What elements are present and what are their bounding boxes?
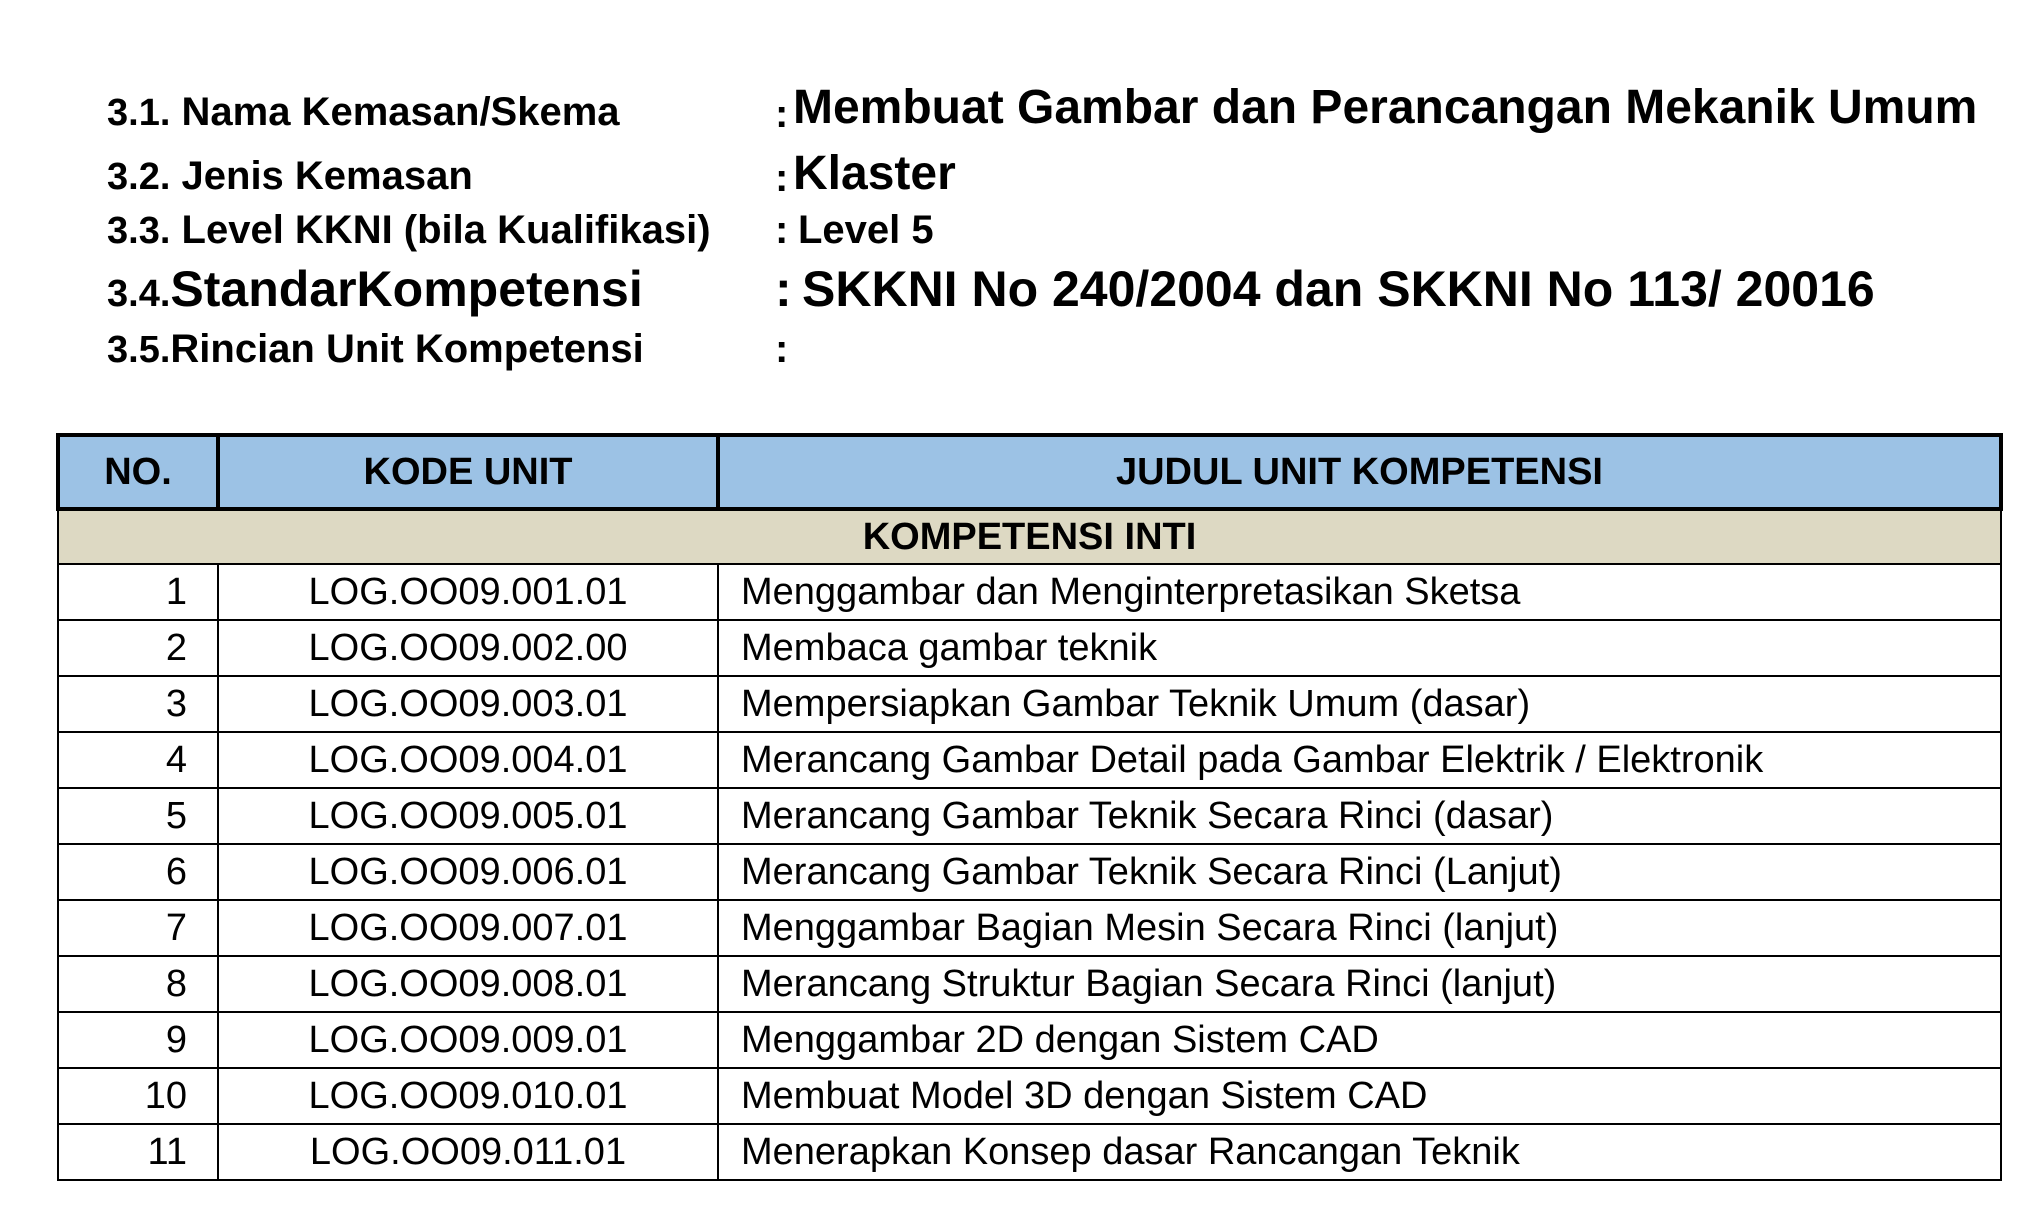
- cell-no: 6: [58, 844, 218, 900]
- info-label: [107, 261, 643, 317]
- info-label-text: Nama Kemasan/Skema: [181, 90, 620, 134]
- cell-unit-title: Membuat Model 3D dengan Sistem CAD: [718, 1068, 2001, 1124]
- info-colon: :: [775, 92, 789, 136]
- table-row: [58, 900, 2001, 956]
- cell-unit-code: LOG.OO09.002.00: [218, 620, 718, 676]
- info-number: 3.5.: [107, 329, 171, 371]
- header-unit-code: KODE UNIT: [218, 435, 718, 509]
- cell-unit-code: LOG.OO09.009.01: [218, 1012, 718, 1068]
- table-row: [58, 956, 2001, 1012]
- cell-unit-code: LOG.OO09.004.01: [218, 732, 718, 788]
- header-no: NO.: [58, 435, 218, 509]
- info-label-text: StandarKompetensi: [170, 261, 643, 317]
- cell-no: 2: [58, 620, 218, 676]
- cell-unit-title: Merancang Gambar Teknik Secara Rinci (Lanjut): [718, 844, 2001, 900]
- table-row: [58, 788, 2001, 844]
- info-colon: :: [775, 261, 792, 317]
- info-label-text: Rincian Unit Kompetensi: [170, 327, 644, 371]
- table-row: [58, 1124, 2001, 1180]
- info-label: [107, 156, 473, 196]
- section-row: [58, 509, 2001, 564]
- cell-no: 10: [58, 1068, 218, 1124]
- info-colon: :: [775, 156, 789, 200]
- info-number: 3.4.: [107, 273, 171, 315]
- info-label-text: Jenis Kemasan: [181, 154, 473, 198]
- info-label-text: Level KKNI (bila Kualifikasi): [181, 208, 711, 252]
- info-number: 3.2.: [107, 156, 171, 198]
- cell-unit-code: LOG.OO09.011.01: [218, 1124, 718, 1180]
- info-colon: :: [775, 327, 789, 371]
- info-value: Level 5: [798, 208, 934, 252]
- table-row: [58, 564, 2001, 620]
- cell-unit-title: Membaca gambar teknik: [718, 620, 2001, 676]
- info-number: 3.3.: [107, 210, 171, 252]
- cell-no: 9: [58, 1012, 218, 1068]
- cell-unit-code: LOG.OO09.006.01: [218, 844, 718, 900]
- cell-no: 1: [58, 564, 218, 620]
- cell-unit-code: LOG.OO09.003.01: [218, 676, 718, 732]
- info-value: Membuat Gambar dan Perancangan Mekanik Umum: [793, 81, 1978, 134]
- table-header-row: [58, 435, 2001, 509]
- info-label: [107, 210, 711, 250]
- table-row: [58, 1012, 2001, 1068]
- info-value: SKKNI No 240/2004 dan SKKNI No 113/ 20016: [802, 261, 1875, 317]
- cell-no: 11: [58, 1124, 218, 1180]
- info-number: 3.1.: [107, 92, 171, 134]
- table-row: [58, 620, 2001, 676]
- info-value: Klaster: [793, 147, 956, 200]
- cell-unit-code: LOG.OO09.008.01: [218, 956, 718, 1012]
- table-row: [58, 732, 2001, 788]
- info-label: [107, 329, 644, 369]
- table-row: [58, 1068, 2001, 1124]
- cell-unit-title: Menggambar dan Menginterpretasikan Sketsa: [718, 564, 2001, 620]
- cell-unit-title: Menggambar Bagian Mesin Secara Rinci (lanjut): [718, 900, 2001, 956]
- competency-units-table: [56, 433, 2003, 1181]
- cell-no: 5: [58, 788, 218, 844]
- cell-unit-title: Merancang Struktur Bagian Secara Rinci (lanjut): [718, 956, 2001, 1012]
- cell-unit-title: Menggambar 2D dengan Sistem CAD: [718, 1012, 2001, 1068]
- cell-unit-title: Menerapkan Konsep dasar Rancangan Teknik: [718, 1124, 2001, 1180]
- header-unit-title: JUDUL UNIT KOMPETENSI: [718, 435, 2001, 509]
- cell-unit-title: Merancang Gambar Detail pada Gambar Elektrik / Elektronik: [718, 732, 2001, 788]
- table-row: [58, 844, 2001, 900]
- cell-unit-code: LOG.OO09.007.01: [218, 900, 718, 956]
- info-colon: :: [775, 208, 789, 252]
- cell-no: 7: [58, 900, 218, 956]
- cell-unit-title: Mempersiapkan Gambar Teknik Umum (dasar): [718, 676, 2001, 732]
- cell-unit-code: LOG.OO09.001.01: [218, 564, 718, 620]
- section-title: KOMPETENSI INTI: [58, 509, 2001, 564]
- info-label: [107, 92, 620, 132]
- table-row: [58, 676, 2001, 732]
- cell-no: 8: [58, 956, 218, 1012]
- cell-no: 3: [58, 676, 218, 732]
- cell-unit-code: LOG.OO09.005.01: [218, 788, 718, 844]
- cell-unit-title: Merancang Gambar Teknik Secara Rinci (dasar): [718, 788, 2001, 844]
- cell-unit-code: LOG.OO09.010.01: [218, 1068, 718, 1124]
- cell-no: 4: [58, 732, 218, 788]
